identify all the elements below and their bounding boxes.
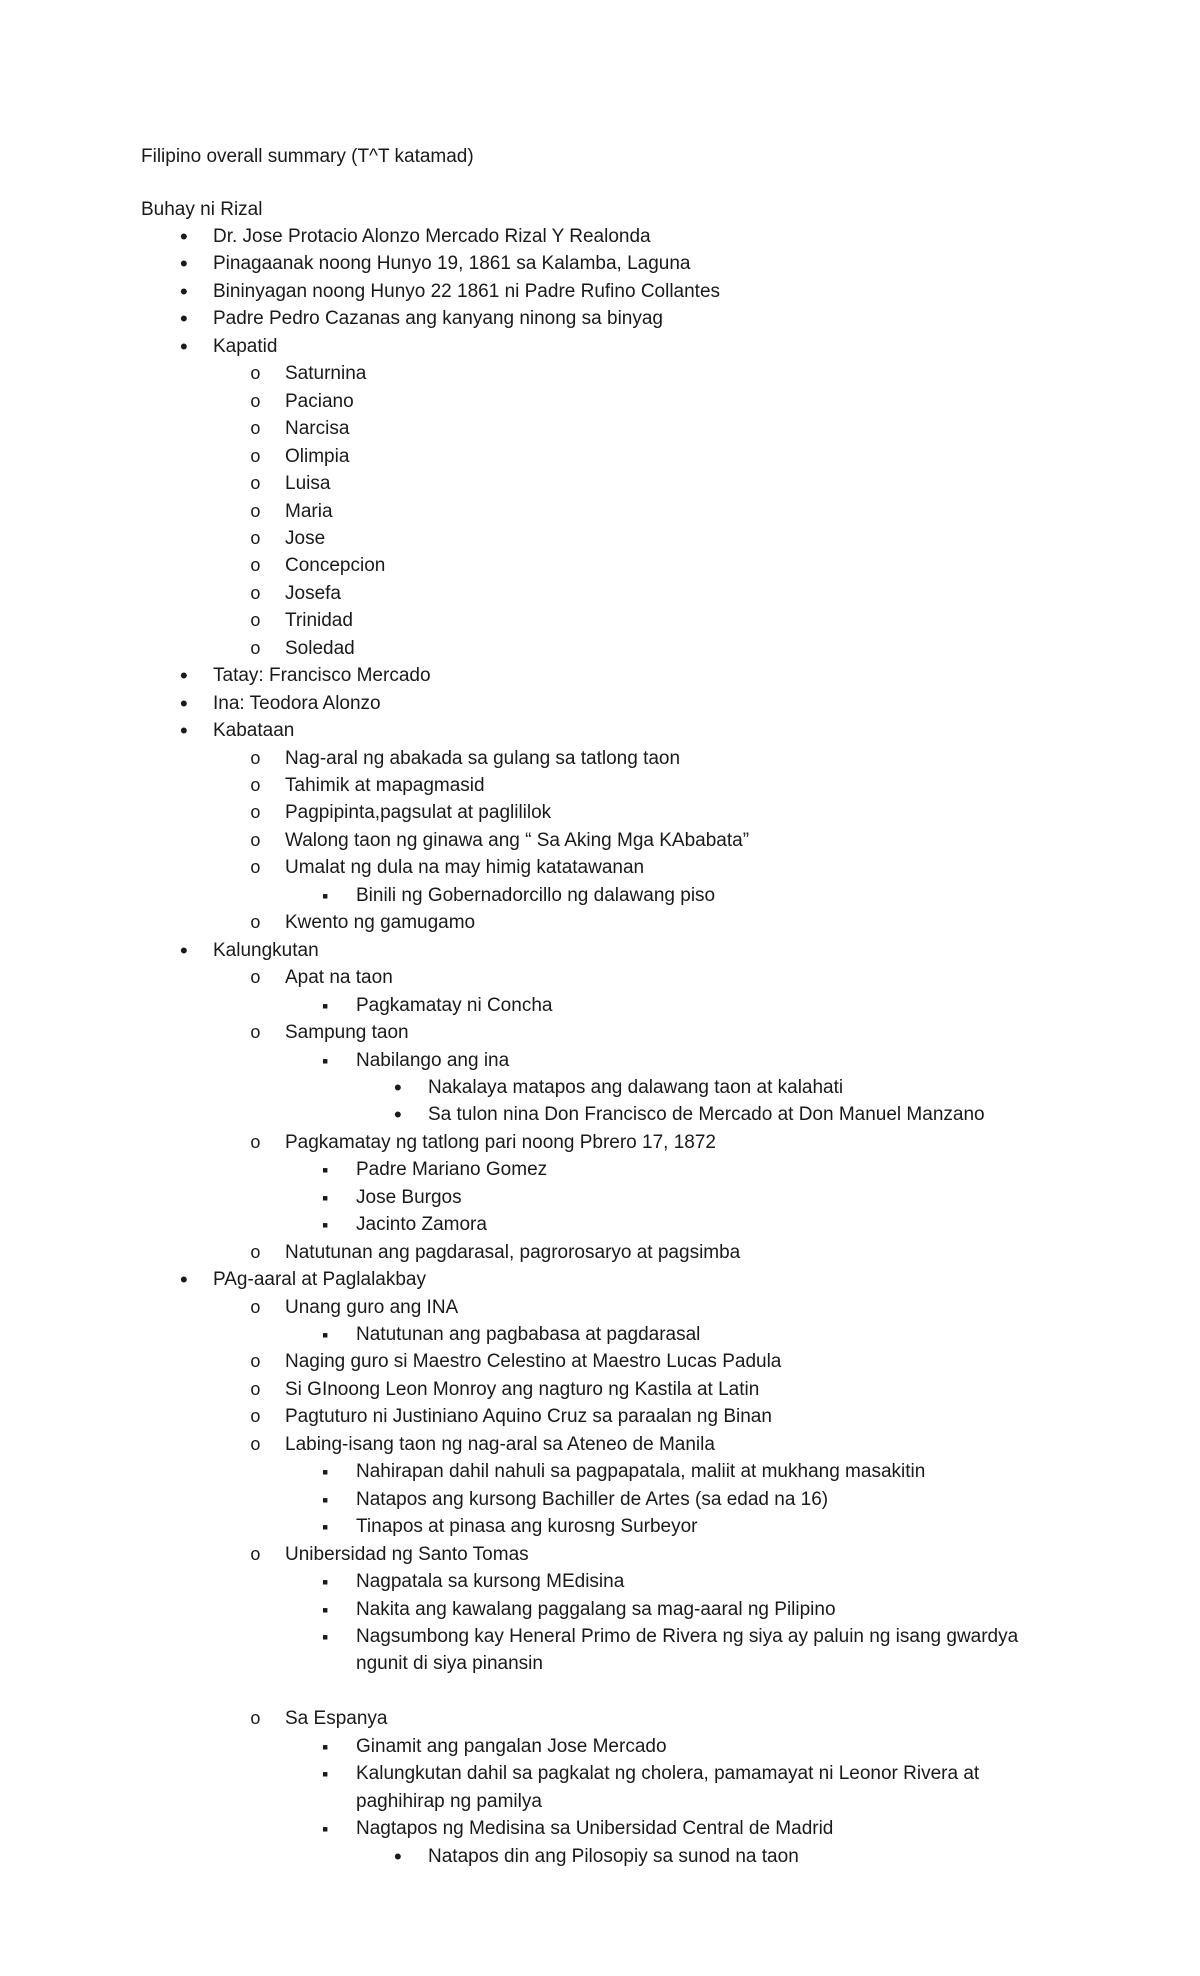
bullet-icon	[250, 1377, 261, 1404]
list-item-text: Olimpia	[285, 445, 350, 467]
list-item-text: ngunit di siya pinansin	[356, 1653, 543, 1675]
bullet-icon	[322, 1322, 328, 1349]
list-item-text: Dr. Jose Protacio Alonzo Mercado Rizal Y Realonda	[213, 226, 651, 247]
bullet-icon	[322, 993, 328, 1020]
list-item-text: Saturnina	[285, 363, 367, 385]
bullet-icon	[250, 746, 261, 773]
bullet-icon	[180, 1267, 188, 1295]
list-item-text: Natapos din ang Pilosopiy sa sunod na taon	[428, 1845, 799, 1867]
bullet-icon	[250, 855, 261, 882]
list-item-text: Umalat ng dula na may himig katatawanan	[285, 857, 645, 879]
bullet-icon	[250, 416, 261, 443]
section-heading: Buhay ni Rizal	[141, 199, 263, 220]
list-item-text: Nabilango ang ina	[356, 1049, 510, 1071]
bullet-icon	[180, 718, 188, 746]
bullet-icon	[322, 1624, 328, 1651]
bullet-icon	[180, 663, 188, 691]
list-item-text: Natutunan ang pagbabasa at pagdarasal	[356, 1324, 701, 1345]
list-item-text: Apat na taon	[285, 967, 393, 989]
list-item-text: Tinapos at pinasa ang kurosng Surbeyor	[356, 1516, 698, 1538]
list-item-text: Jose Burgos	[356, 1186, 462, 1208]
list-item-text: Pagtuturo ni Justiniano Aquino Cruz sa paraalan ng Binan	[285, 1406, 772, 1428]
document-title: Filipino overall summary (T^T katamad)	[141, 146, 474, 167]
list-item-text: Natutunan ang pagdarasal, pagrorosaryo at pagsimba	[285, 1241, 741, 1263]
bullet-icon	[250, 1240, 261, 1267]
bullet-icon	[180, 279, 188, 307]
list-item-text: Trinidad	[285, 610, 353, 632]
list-item-text: Pagkamatay ng tatlong pari noong Pbrero 17, 1872	[285, 1131, 716, 1153]
list-item-text: Natapos ang kursong Bachiller de Artes (sa edad na 16)	[356, 1488, 829, 1510]
list-item-text: Walong taon ng ginawa ang “ Sa Aking Mga KAbabata”	[285, 829, 750, 851]
bullet-icon	[250, 910, 261, 937]
list-item-text: Sa Espanya	[285, 1708, 388, 1730]
bullet-icon	[322, 1569, 328, 1596]
bullet-icon	[322, 1734, 328, 1761]
bullet-icon	[250, 828, 261, 855]
bullet-icon	[250, 499, 261, 526]
list-item-text: Ginamit ang pangalan Jose Mercado	[356, 1735, 667, 1757]
list-item-text: Nakalaya matapos ang dalawang taon at kalahati	[428, 1076, 844, 1098]
list-item-text: Jose	[285, 527, 326, 549]
bullet-icon	[250, 553, 261, 580]
bullet-icon	[250, 1130, 261, 1157]
bullet-icon	[322, 1157, 328, 1184]
list-item-text: Sa tulon nina Don Francisco de Mercado at Don Manuel Manzano	[428, 1104, 985, 1126]
bullet-icon	[322, 1816, 328, 1843]
bullet-icon	[394, 1075, 402, 1103]
bullet-icon	[250, 1432, 261, 1459]
list-item-text: Naging guro si Maestro Celestino at Maestro Lucas Padula	[285, 1351, 782, 1373]
bullet-icon	[394, 1102, 402, 1130]
bullet-icon	[250, 608, 261, 635]
bullet-icon	[250, 471, 261, 498]
bullet-icon	[322, 1761, 328, 1788]
list-item-text: Si GInoong Leon Monroy ang nagturo ng Kastila at Latin	[285, 1378, 760, 1400]
bullet-icon	[180, 251, 188, 279]
list-item-text: Nagpatala sa kursong MEdisina	[356, 1571, 625, 1593]
list-item-text: Pinagaanak noong Hunyo 19, 1861 sa Kalamba, Laguna	[213, 253, 691, 275]
bullet-icon	[250, 1020, 261, 1047]
list-item-text: Nagsumbong kay Heneral Primo de Rivera ng siya ay paluin ng isang gwardya	[356, 1625, 1019, 1647]
bullet-icon	[250, 636, 261, 663]
list-item-text: Unang guro ang INA	[285, 1296, 459, 1318]
list-item-text: Narcisa	[285, 418, 350, 440]
bullet-icon	[250, 773, 261, 800]
list-item-text: Soledad	[285, 637, 355, 659]
list-item-text: Unibersidad ng Santo Tomas	[285, 1543, 529, 1565]
bullet-icon	[250, 389, 261, 416]
bullet-icon	[394, 1844, 402, 1872]
list-item-text: Paciano	[285, 390, 354, 412]
list-item-text: Jacinto Zamora	[356, 1214, 487, 1236]
list-item-text: Binili ng Gobernadorcillo ng dalawang piso	[356, 884, 716, 906]
bullet-icon	[250, 581, 261, 608]
list-item-text: Ina: Teodora Alonzo	[213, 692, 381, 714]
bullet-icon	[180, 334, 188, 362]
bullet-icon	[322, 1212, 328, 1239]
bullet-icon	[180, 938, 188, 966]
bullet-icon	[250, 1706, 261, 1733]
bullet-icon	[322, 1048, 328, 1075]
list-item-text: Nag-aral ng abakada sa gulang sa tatlong taon	[285, 747, 681, 769]
list-item-text: Tahimik at mapagmasid	[285, 775, 485, 796]
list-item-text: Sampung taon	[285, 1022, 409, 1044]
bullet-icon	[322, 1185, 328, 1212]
bullet-icon	[250, 800, 261, 827]
bullet-icon	[250, 1542, 261, 1569]
bullet-icon	[322, 1487, 328, 1514]
list-item-text: Bininyagan noong Hunyo 22 1861 ni Padre Rufino Collantes	[213, 280, 721, 302]
list-item-text: Kabataan	[213, 720, 295, 742]
list-item-text: Nagtapos ng Medisina sa Unibersidad Central de Madrid	[356, 1818, 834, 1840]
bullet-icon	[250, 1295, 261, 1322]
bullet-icon	[250, 526, 261, 553]
list-item-text: Maria	[285, 500, 333, 522]
list-item-text: Padre Mariano Gomez	[356, 1159, 548, 1181]
list-item-text: Pagpipinta,pagsulat at paglililok	[285, 802, 552, 824]
list-item-text: Pagkamatay ni Concha	[356, 994, 553, 1016]
bullet-icon	[250, 965, 261, 992]
bullet-icon	[250, 1404, 261, 1431]
bullet-icon	[180, 691, 188, 719]
list-item-text: Kalungkutan dahil sa pagkalat ng cholera, pamamayat ni Leonor Rivera at	[356, 1763, 980, 1785]
list-item-text: Labing-isang taon ng nag-aral sa Ateneo de Manila	[285, 1433, 715, 1455]
list-item-text: Nahirapan dahil nahuli sa pagpapatala, maliit at mukhang masakitin	[356, 1461, 926, 1483]
bullet-icon	[250, 444, 261, 471]
list-item-text: Josefa	[285, 582, 341, 604]
list-item-text: Kapatid	[213, 335, 278, 357]
list-item-text: Padre Pedro Cazanas ang kanyang ninong sa binyag	[213, 308, 663, 330]
bullet-icon	[322, 1514, 328, 1541]
bullet-icon	[180, 224, 188, 252]
list-item-text: Luisa	[285, 473, 331, 495]
list-item-text: Kwento ng gamugamo	[285, 912, 476, 934]
bullet-icon	[250, 1349, 261, 1376]
bullet-icon	[322, 1459, 328, 1486]
list-item-text: Nakita ang kawalang paggalang sa mag-aaral ng Pilipino	[356, 1598, 836, 1620]
bullet-icon	[250, 361, 261, 388]
list-item-text: PAg-aaral at Paglalakbay	[213, 1269, 426, 1291]
bullet-icon	[322, 883, 328, 910]
list-item-text: Tatay: Francisco Mercado	[213, 665, 431, 687]
list-item-text: paghihirap ng pamilya	[356, 1790, 542, 1812]
list-item-text: Concepcion	[285, 555, 386, 577]
bullet-icon	[322, 1597, 328, 1624]
bullet-icon	[180, 306, 188, 334]
list-item-text: Kalungkutan	[213, 939, 319, 961]
